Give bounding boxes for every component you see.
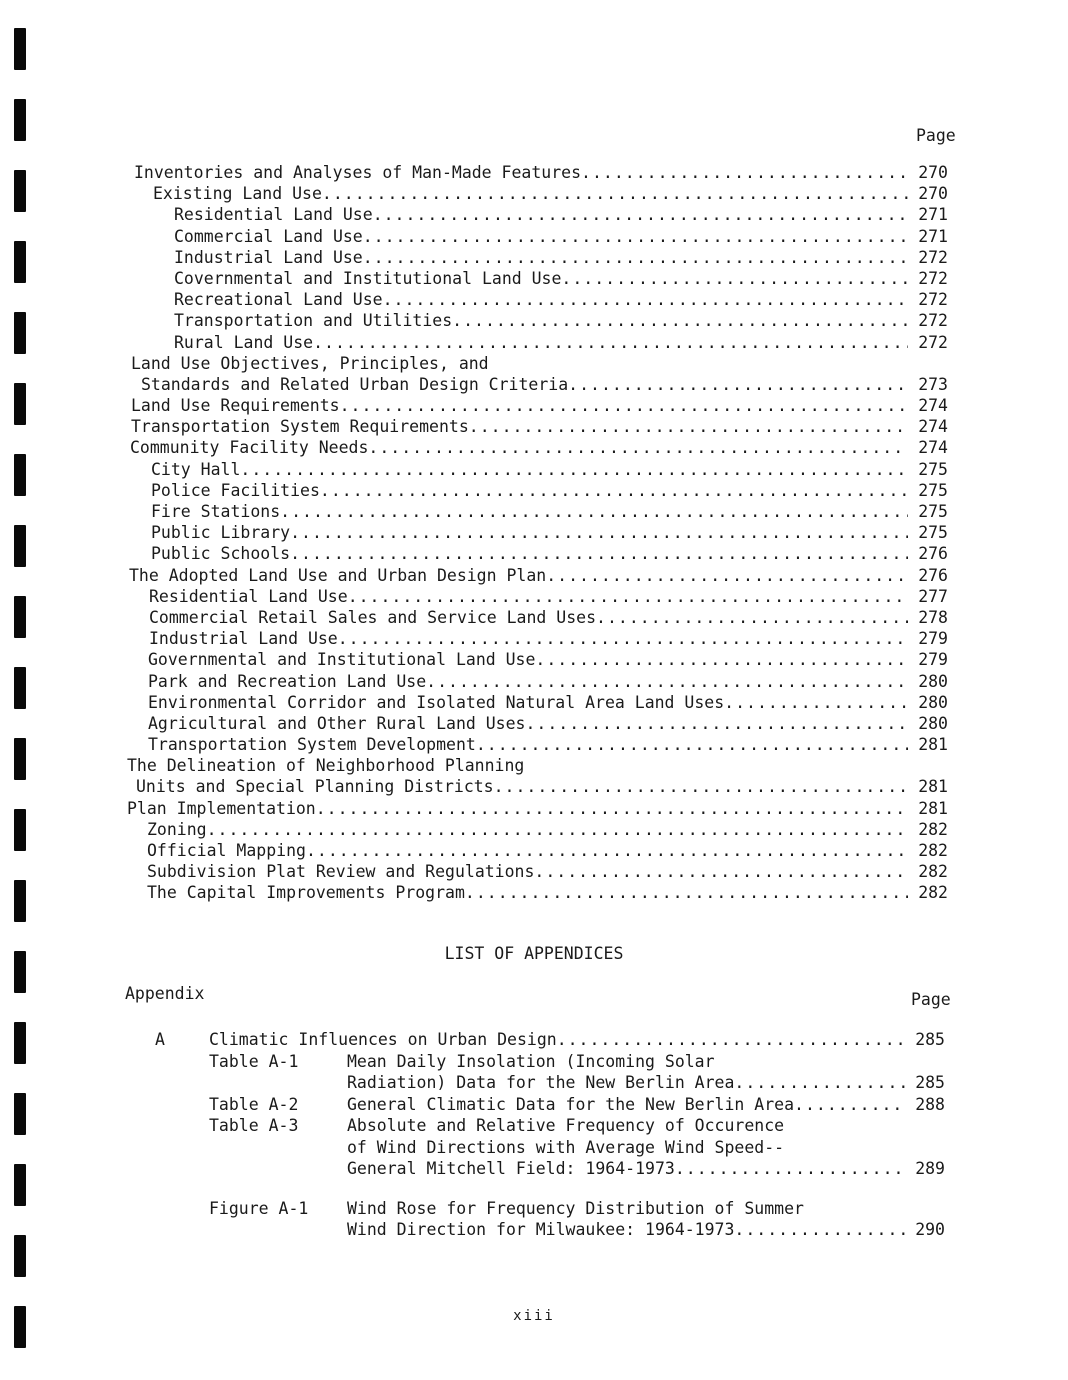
toc-entry-title: Transportation and Utilities xyxy=(174,311,453,331)
toc-entry-title: Transportation System Development xyxy=(148,735,476,755)
binding-hole xyxy=(14,738,26,780)
appendix-entry xyxy=(155,1072,945,1094)
dot-leader xyxy=(313,332,908,353)
toc-entry-title: Subdivision Plat Review and Regulations xyxy=(147,862,535,882)
dot-leader xyxy=(320,480,908,501)
dot-leader xyxy=(207,819,908,840)
appendix-entry xyxy=(155,1051,945,1073)
dot-leader xyxy=(306,840,908,861)
toc-entry-title: Land Use Objectives, Principles, and xyxy=(131,353,489,373)
toc-entry-page: 270 xyxy=(918,163,948,182)
toc-entry-title: Inventories and Analyses of Man-Made Features xyxy=(134,163,582,182)
toc-entry-page: 279 xyxy=(918,629,948,649)
toc-entry-page: 281 xyxy=(918,798,948,818)
dot-leader xyxy=(368,437,908,458)
dot-leader xyxy=(494,776,908,797)
dot-leader xyxy=(348,586,908,607)
appendix-item-title: of Wind Directions with Average Wind Speed-- xyxy=(347,1137,785,1157)
toc-entry xyxy=(126,522,948,543)
binding-hole xyxy=(14,809,26,851)
appendices-list xyxy=(155,1029,945,1241)
page-number: xiii xyxy=(513,1308,555,1324)
dot-leader xyxy=(363,226,908,247)
dot-leader xyxy=(426,671,908,692)
toc-entry xyxy=(126,755,948,776)
toc-entry xyxy=(126,543,948,564)
dot-leader xyxy=(340,395,908,416)
toc-entry-title: Recreational Land Use xyxy=(174,290,383,310)
dot-leader xyxy=(373,204,908,225)
toc-entry-page: 276 xyxy=(918,544,948,564)
toc-entry-page: 280 xyxy=(918,692,948,712)
toc-entry-page: 282 xyxy=(918,862,948,882)
toc-entry-page: 282 xyxy=(918,819,948,839)
toc-entry-title: Standards and Related Urban Design Criteria xyxy=(141,374,569,394)
toc-entry-title: The Adopted Land Use and Urban Design Plan xyxy=(129,565,547,585)
toc-entry-title: Rural Land Use xyxy=(174,332,314,352)
toc-entry-title: Public Schools xyxy=(151,544,291,564)
toc-entry xyxy=(126,628,948,649)
toc-entry-page: 281 xyxy=(918,777,948,797)
dot-leader xyxy=(581,162,908,183)
dot-leader xyxy=(534,861,908,882)
toc-entry-page: 279 xyxy=(918,650,948,670)
toc-entry xyxy=(126,734,948,755)
toc-entry-page: 275 xyxy=(918,459,948,479)
toc-entry-page: 274 xyxy=(918,396,948,416)
binding-hole xyxy=(14,28,26,70)
toc-entry-title: Residential Land Use xyxy=(149,586,348,606)
toc-page-column-label: Page xyxy=(916,126,956,145)
toc-entry xyxy=(126,649,948,670)
toc-entry-title: Plan Implementation xyxy=(127,798,316,818)
toc-entry-page: 272 xyxy=(918,268,948,288)
dot-leader xyxy=(363,247,908,268)
dot-leader xyxy=(526,713,909,734)
appendix-item-label: Figure A-1 xyxy=(209,1198,309,1218)
binding-hole xyxy=(14,99,26,141)
binding-hole xyxy=(14,667,26,709)
toc-entry-page: 280 xyxy=(918,713,948,733)
dot-leader xyxy=(734,1219,905,1241)
toc-entry-title: City Hall xyxy=(151,459,241,479)
toc-entry xyxy=(126,501,948,522)
toc-entry-page: 270 xyxy=(918,184,948,204)
binding-hole xyxy=(14,1093,26,1135)
binding-hole xyxy=(14,880,26,922)
toc-entry-page: 272 xyxy=(918,247,948,267)
toc-entry-title: Official Mapping xyxy=(147,841,306,860)
toc-entry-page: 278 xyxy=(918,607,948,627)
appendix-item-title: Radiation) Data for the New Berlin Area xyxy=(347,1073,735,1092)
toc-entry-title: The Capital Improvements Program xyxy=(147,883,465,903)
toc-entry xyxy=(126,332,948,353)
dot-leader xyxy=(452,310,908,331)
appendix-item-label: Table A-1 xyxy=(209,1051,299,1071)
toc-entry-title: Park and Recreation Land Use xyxy=(148,671,427,691)
toc-entry xyxy=(126,607,948,628)
dot-leader xyxy=(280,501,908,522)
binding-hole xyxy=(14,383,26,425)
binding-holes xyxy=(14,28,26,1377)
toc-entry-title: The Delineation of Neighborhood Planning xyxy=(127,756,525,776)
toc-entry xyxy=(126,395,948,416)
toc-entry-page: 271 xyxy=(918,205,948,225)
toc-entry-title: Transportation System Requirements xyxy=(131,417,469,437)
toc-entry xyxy=(126,480,948,501)
binding-hole xyxy=(14,241,26,283)
toc-entry-page: 277 xyxy=(918,586,948,606)
toc-entry-page: 275 xyxy=(918,502,948,521)
toc-entry-title: Land Use Requirements xyxy=(131,396,340,416)
toc-entry xyxy=(126,353,948,374)
toc-entry xyxy=(126,310,948,331)
toc-entry-page: 274 xyxy=(918,438,948,458)
toc-entry xyxy=(126,882,948,903)
toc-entry xyxy=(126,586,948,607)
toc-entry xyxy=(126,374,948,395)
appendices-heading: LIST OF APPENDICES xyxy=(444,944,624,963)
dot-leader xyxy=(476,734,908,755)
dot-leader xyxy=(290,522,908,543)
toc-entry xyxy=(126,840,948,861)
toc-entry-page: 275 xyxy=(918,523,948,543)
dot-leader xyxy=(561,268,908,289)
appendix-title: Climatic Influences on Urban Design xyxy=(209,1030,557,1049)
toc-entry-title: Governmental and Institutional Land Use xyxy=(148,650,536,670)
appendix-page: 290 xyxy=(915,1220,945,1239)
binding-hole xyxy=(14,525,26,567)
dot-leader xyxy=(596,607,908,628)
toc-entry xyxy=(126,861,948,882)
dot-leader xyxy=(338,628,908,649)
appendix-item-title: Wind Rose for Frequency Distribution of Summer xyxy=(347,1198,804,1218)
toc-entry-page: 273 xyxy=(918,374,948,394)
appendix-column-label: Appendix xyxy=(125,984,205,1003)
toc-entry-page: 275 xyxy=(918,480,948,500)
toc-entry-title: Industrial Land Use xyxy=(149,629,338,649)
toc-entry xyxy=(126,226,948,247)
toc-entry xyxy=(126,692,948,713)
appendix-item-label: Table A-3 xyxy=(209,1116,299,1135)
dot-leader xyxy=(794,1094,905,1116)
appendix-entry xyxy=(155,1137,945,1159)
binding-hole xyxy=(14,1235,26,1277)
dot-leader xyxy=(469,416,908,437)
dot-leader xyxy=(465,882,908,903)
dot-leader xyxy=(383,289,908,310)
toc-entry-page: 280 xyxy=(918,671,948,691)
toc-entry-title: Commercial Land Use xyxy=(174,226,363,246)
toc-entry-title: Public Library xyxy=(151,523,291,543)
toc-entry xyxy=(126,183,948,204)
appendix-page: 285 xyxy=(915,1030,945,1049)
appendix-entry xyxy=(155,1115,945,1137)
toc-entry xyxy=(126,671,948,692)
toc-entry-title: Industrial Land Use xyxy=(174,247,363,267)
toc-entry-page: 274 xyxy=(918,417,948,437)
appendix-entry xyxy=(155,1158,945,1180)
dot-leader xyxy=(322,183,908,204)
binding-hole xyxy=(14,596,26,638)
toc-entry-title: Commercial Retail Sales and Service Land Uses xyxy=(149,607,597,627)
toc-entry xyxy=(126,565,948,586)
toc-entry-page: 276 xyxy=(918,565,948,585)
appendix-letter: A xyxy=(155,1030,165,1049)
toc-entry-title: Police Facilities xyxy=(151,480,320,500)
toc-entry xyxy=(126,776,948,797)
toc-entry-page: 272 xyxy=(918,290,948,310)
dot-leader xyxy=(724,692,908,713)
dot-leader xyxy=(568,374,908,395)
appendix-entry xyxy=(155,1219,945,1241)
toc-entry-page: 282 xyxy=(918,883,948,903)
toc-entry-title: Covernmental and Institutional Land Use xyxy=(174,268,562,288)
dot-leader xyxy=(675,1158,905,1180)
dot-leader xyxy=(535,649,908,670)
binding-hole xyxy=(14,312,26,354)
toc-entry xyxy=(126,162,948,183)
dot-leader xyxy=(316,798,908,819)
toc-entry xyxy=(126,416,948,437)
binding-hole xyxy=(14,170,26,212)
spacer xyxy=(155,1180,945,1198)
appendix-page: 289 xyxy=(915,1159,945,1178)
appendix-item-title: General Climatic Data for the New Berlin Area xyxy=(347,1094,795,1114)
appendix-entry xyxy=(155,1094,945,1116)
toc-entry-page: 272 xyxy=(918,311,948,331)
toc-entry xyxy=(126,247,948,268)
dot-leader xyxy=(734,1072,905,1094)
appendix-page: 285 xyxy=(915,1073,945,1092)
appendix-item-label: Table A-2 xyxy=(209,1094,299,1114)
table-of-contents xyxy=(126,162,948,904)
toc-entry xyxy=(126,437,948,458)
toc-entry-page: 271 xyxy=(918,226,948,246)
appendix-item-title: Wind Direction for Milwaukee: 1964-1973 xyxy=(347,1220,735,1239)
toc-entry-page: 272 xyxy=(918,332,948,352)
toc-entry xyxy=(126,459,948,480)
toc-entry-title: Agricultural and Other Rural Land Uses xyxy=(148,713,526,733)
toc-entry xyxy=(126,819,948,840)
appendix-page-column-label: Page xyxy=(911,990,951,1009)
toc-entry-title: Units and Special Planning Districts xyxy=(136,777,494,797)
toc-entry-title: Zoning xyxy=(147,819,207,839)
binding-hole xyxy=(14,454,26,496)
appendix-entry xyxy=(155,1198,945,1220)
dot-leader xyxy=(557,1029,905,1051)
appendix-item-title: General Mitchell Field: 1964-1973 xyxy=(347,1159,675,1178)
appendix-entry xyxy=(155,1029,945,1051)
toc-entry-title: Residential Land Use xyxy=(174,205,373,225)
appendix-page: 288 xyxy=(915,1094,945,1114)
toc-entry-title: Existing Land Use xyxy=(153,184,322,204)
toc-entry xyxy=(126,204,948,225)
toc-entry xyxy=(126,289,948,310)
toc-entry-title: Environmental Corridor and Isolated Natural Area Land Uses xyxy=(148,692,725,712)
dot-leader xyxy=(290,543,908,564)
binding-hole xyxy=(14,1022,26,1064)
binding-hole xyxy=(14,1164,26,1206)
toc-entry-page: 281 xyxy=(918,735,948,755)
dot-leader xyxy=(546,565,908,586)
dot-leader xyxy=(240,459,908,480)
toc-entry xyxy=(126,268,948,289)
toc-entry xyxy=(126,798,948,819)
toc-entry-page: 282 xyxy=(918,841,948,860)
appendix-item-title: Absolute and Relative Frequency of Occurence xyxy=(347,1116,785,1135)
toc-entry xyxy=(126,713,948,734)
toc-entry-title: Community Facility Needs xyxy=(130,438,369,458)
appendix-item-title: Mean Daily Insolation (Incoming Solar xyxy=(347,1051,715,1071)
toc-entry-title: Fire Stations xyxy=(151,502,281,521)
